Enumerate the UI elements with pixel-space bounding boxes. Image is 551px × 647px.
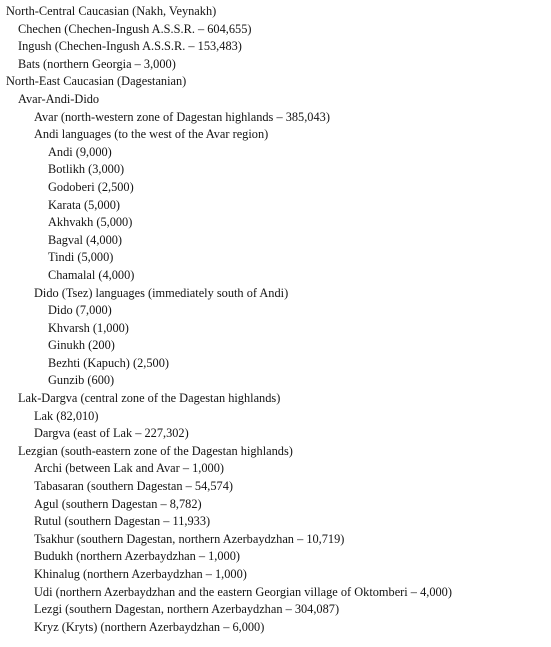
language-khinalug: Khinalug (northern Azerbaydzhan – 1,000): [34, 567, 247, 581]
language-bagval: Bagval (4,000): [48, 232, 123, 247]
language-tindi: Tindi (5,000): [48, 250, 114, 265]
language-ingush: Ingush (Chechen-Ingush A.S.S.R. – 153,483): [18, 39, 242, 54]
language-lezgi: Lezgi (southern Dagestan, northern Azerbaydzhan – 304,087): [34, 602, 340, 617]
language-gunzib: Gunzib (600): [48, 373, 115, 388]
language-ginukh: Ginukh (200): [48, 338, 115, 353]
group-lezgian: Lezgian (south-eastern zone of the Dagestan highlands): [18, 443, 293, 458]
language-kryz: Kryz (Kryts) (northern Azerbaydzhan – 6,000): [34, 619, 265, 634]
language-agul: Agul (southern Dagestan – 8,782): [34, 496, 202, 511]
language-rutul: Rutul (southern Dagestan – 11,933): [34, 514, 211, 529]
language-budukh: Budukh (northern Azerbaydzhan – 1,000): [34, 549, 241, 564]
language-khvarsh: Khvarsh (1,000): [48, 320, 129, 335]
language-chamalal: Chamalal (4,000): [48, 267, 135, 282]
language-akhvakh: Akhvakh (5,000): [48, 215, 133, 230]
language-karata: Karata (5,000): [48, 197, 120, 212]
language-dargva: Dargva (east of Lak – 227,302): [34, 426, 189, 441]
language-udi: Udi (northern Azerbaydzhan and the eastern Georgian village of Oktomberi – 4,000): [34, 584, 452, 599]
family-north-central-caucasian: North-Central Caucasian (Nakh, Veynakh): [6, 4, 217, 18]
language-tabasaran: Tabasaran (southern Dagestan – 54,574): [34, 479, 233, 494]
language-chechen: Chechen (Chechen-Ingush A.S.S.R. – 604,655): [18, 21, 252, 36]
language-bats: Bats (northern Georgia – 3,000): [18, 56, 176, 71]
subgroup-dido-languages: Dido (Tsez) languages (immediately south of Andi): [34, 285, 289, 300]
language-archi: Archi (between Lak and Avar – 1,000): [34, 461, 225, 476]
language-dido: Dido (7,000): [48, 303, 112, 318]
language-lak: Lak (82,010): [34, 408, 99, 423]
subgroup-andi-languages: Andi languages (to the west of the Avar region): [34, 127, 269, 142]
group-lak-dargva: Lak-Dargva (central zone of the Dagestan highlands): [18, 391, 281, 406]
language-tsakhur: Tsakhur (southern Dagestan, northern Azerbaydzhan – 10,719): [34, 531, 345, 546]
family-north-east-caucasian: North-East Caucasian (Dagestanian): [6, 74, 187, 89]
language-godoberi: Godoberi (2,500): [48, 179, 134, 194]
group-avar-andi-dido: Avar-Andi-Dido: [18, 91, 100, 106]
language-andi: Andi (9,000): [48, 144, 112, 159]
language-bezhti: Bezhti (Kapuch) (2,500): [48, 355, 169, 370]
language-botlikh: Botlikh (3,000): [48, 162, 125, 177]
language-avar: Avar (north-western zone of Dagestan highlands – 385,043): [34, 109, 330, 124]
